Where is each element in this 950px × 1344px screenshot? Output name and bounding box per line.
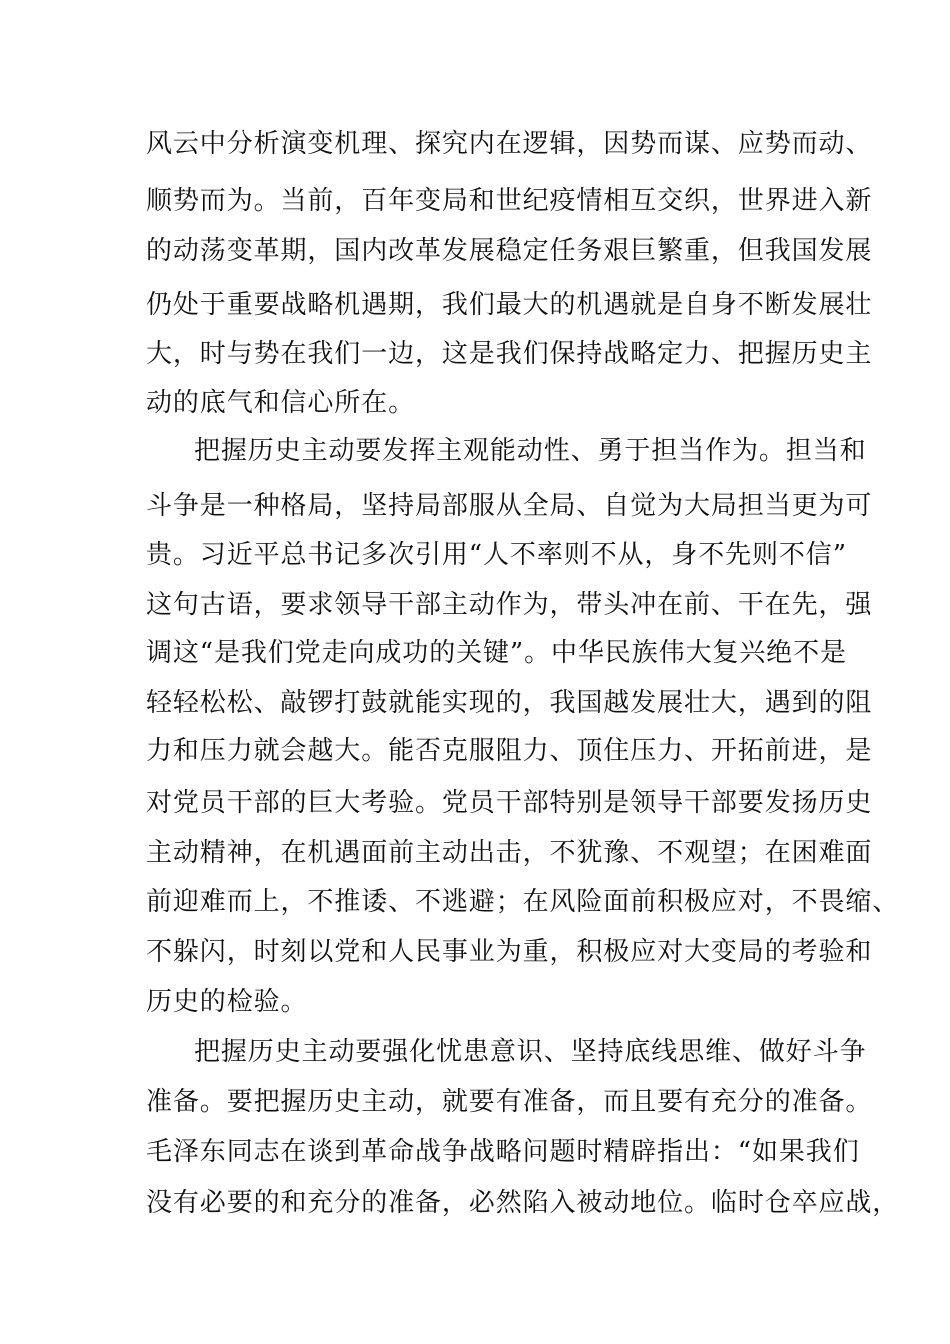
text-line: 动的底气和信心所在。 [146,388,416,418]
text-line: 斗争是一种格局，坚持局部服从全局、自觉为大局担当更为可 [146,491,873,521]
text-line: 这句古语，要求领导干部主动作为，带头冲在前、干在先，强 [146,590,873,620]
text-line: 风云中分析演变机理、探究内在逻辑，因势而谋、应势而动、 [146,129,873,159]
text-line: 贵。习近平总书记多次引用“人不率则不从，身不先则不信” [146,540,847,570]
text-line: 顺势而为。当前，百年变局和世纪疫情相互交织，世界进入新 [146,186,873,216]
text-line: 力和压力就会越大。能否克服阻力、顶住压力、开拓前进，是 [146,736,873,766]
text-line: 对党员干部的巨大考验。党员干部特别是领导干部要发扬历史 [146,788,873,818]
text-line: 仍处于重要战略机遇期，我们最大的机遇就是自身不断发展壮 [146,290,873,320]
text-line: 没有必要的和充分的准备，必然陷入被动地位。临时仓卒应战， [146,1188,900,1218]
text-line: 前迎难而上，不推诿、不逃避；在风险面前积极应对，不畏缩、 [146,887,900,917]
paragraph-start-line: 把握历史主动要发挥主观能动性、勇于担当作为。担当和 [194,436,867,466]
text-line: 准备。要把握历史主动，就要有准备，而且要有充分的准备。 [146,1087,873,1117]
text-line: 轻轻松松、敲锣打鼓就能实现的，我国越发展壮大，遇到的阻 [146,688,873,718]
text-line: 的动荡变革期，国内改革发展稳定任务艰巨繁重，但我国发展 [146,236,873,266]
text-line: 调这“是我们党走向成功的关键”。中华民族伟大复兴绝不是 [146,638,847,668]
text-line: 毛泽东同志在谈到革命战争战略问题时精辟指出：“如果我们 [146,1137,860,1167]
paragraph-start-line: 把握历史主动要强化忧患意识、坚持底线思维、做好斗争 [194,1037,867,1067]
text-line: 大，时与势在我们一边，这是我们保持战略定力、把握历史主 [146,339,873,369]
text-line: 历史的检验。 [146,987,308,1017]
text-line: 主动精神，在机遇面前主动出击，不犹豫、不观望；在困难面 [146,838,873,868]
text-line: 不躲闪，时刻以党和人民事业为重，积极应对大变局的考验和 [146,937,873,967]
